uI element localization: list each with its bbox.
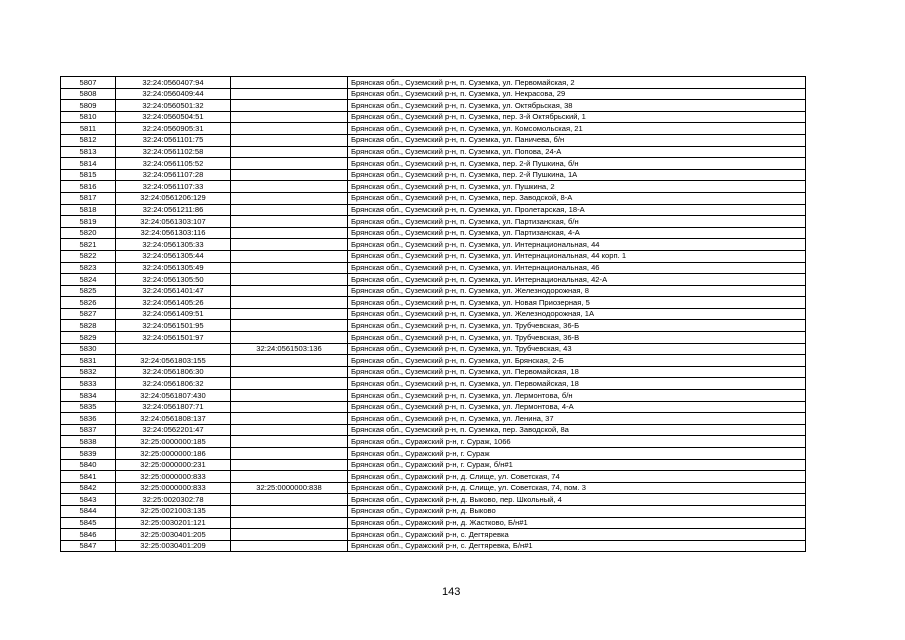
secondary-cadastral-number-cell	[231, 134, 348, 146]
address-cell: Брянская обл., Суземский р-н, п. Суземка, ул. Брянская, 2-Б	[348, 355, 806, 367]
table-row	[61, 413, 806, 425]
cadastral-number-cell: 32:25:0000000:185	[116, 436, 231, 448]
table-row	[61, 192, 806, 204]
row-number-cell: 5834	[61, 390, 116, 402]
cadastral-number-cell: 32:25:0000000:186	[116, 448, 231, 460]
secondary-cadastral-number-cell	[231, 216, 348, 228]
secondary-cadastral-number-cell	[231, 332, 348, 344]
table-row	[61, 494, 806, 506]
table-row	[61, 123, 806, 135]
row-number-cell: 5831	[61, 355, 116, 367]
address-cell: Брянская обл., Суземский р-н, п. Суземка, ул. Партизанская, 4-А	[348, 227, 806, 239]
address-cell: Брянская обл., Суражский р-н, д. Выково	[348, 505, 806, 517]
table-row	[61, 100, 806, 112]
cadastral-number-cell: 32:24:0561107:28	[116, 169, 231, 181]
secondary-cadastral-number-cell	[231, 308, 348, 320]
cadastral-number-cell: 32:24:0561401:47	[116, 285, 231, 297]
row-number-cell: 5845	[61, 517, 116, 529]
page-number: 143	[442, 586, 461, 598]
secondary-cadastral-number-cell	[231, 274, 348, 286]
address-cell: Брянская обл., Суземский р-н, п. Суземка, ул. Интернациональная, 46	[348, 262, 806, 274]
secondary-cadastral-number-cell	[231, 413, 348, 425]
cadastral-number-cell: 32:24:0561808:137	[116, 413, 231, 425]
secondary-cadastral-number-cell	[231, 77, 348, 89]
table-row	[61, 169, 806, 181]
row-number-cell: 5835	[61, 401, 116, 413]
cadastral-number-cell: 32:24:0561501:97	[116, 332, 231, 344]
row-number-cell: 5825	[61, 285, 116, 297]
row-number-cell: 5836	[61, 413, 116, 425]
secondary-cadastral-number-cell	[231, 169, 348, 181]
row-number-cell: 5826	[61, 297, 116, 309]
table-row	[61, 308, 806, 320]
secondary-cadastral-number-cell: 32:25:0000000:838	[231, 482, 348, 494]
cadastral-number-cell: 32:25:0020302:78	[116, 494, 231, 506]
secondary-cadastral-number-cell	[231, 111, 348, 123]
row-number-cell: 5847	[61, 540, 116, 552]
cadastral-number-cell: 32:24:0561409:51	[116, 308, 231, 320]
table-row	[61, 378, 806, 390]
table-row	[61, 111, 806, 123]
secondary-cadastral-number-cell	[231, 424, 348, 436]
address-cell: Брянская обл., Суземский р-н, п. Суземка, ул. Лермонтова, 4-А	[348, 401, 806, 413]
table-row	[61, 250, 806, 262]
row-number-cell: 5822	[61, 250, 116, 262]
secondary-cadastral-number-cell: 32:24:0561503:136	[231, 343, 348, 355]
row-number-cell: 5813	[61, 146, 116, 158]
table-row	[61, 401, 806, 413]
row-number-cell: 5823	[61, 262, 116, 274]
secondary-cadastral-number-cell	[231, 88, 348, 100]
secondary-cadastral-number-cell	[231, 297, 348, 309]
table-row	[61, 332, 806, 344]
secondary-cadastral-number-cell	[231, 250, 348, 262]
table-row	[61, 459, 806, 471]
secondary-cadastral-number-cell	[231, 529, 348, 541]
row-number-cell: 5818	[61, 204, 116, 216]
secondary-cadastral-number-cell	[231, 100, 348, 112]
cadastral-number-cell: 32:24:0561303:107	[116, 216, 231, 228]
row-number-cell: 5817	[61, 192, 116, 204]
table-row	[61, 262, 806, 274]
table-row	[61, 505, 806, 517]
row-number-cell: 5811	[61, 123, 116, 135]
row-number-cell: 5814	[61, 158, 116, 170]
cadastral-number-cell: 32:24:0561807:71	[116, 401, 231, 413]
cadastral-number-cell: 32:24:0561101:75	[116, 134, 231, 146]
cadastral-number-cell: 32:24:0561305:44	[116, 250, 231, 262]
cadastral-number-cell: 32:25:0030201:121	[116, 517, 231, 529]
table-row	[61, 471, 806, 483]
address-cell: Брянская обл., Суражский р-н, д. Слище, ул. Советская, 74, пом. 3	[348, 482, 806, 494]
row-number-cell: 5815	[61, 169, 116, 181]
address-cell: Брянская обл., Суземский р-н, п. Суземка, ул. Партизанская, б/н	[348, 216, 806, 228]
cadastral-number-cell: 32:24:0561501:95	[116, 320, 231, 332]
secondary-cadastral-number-cell	[231, 390, 348, 402]
address-cell: Брянская обл., Суражский р-н, с. Дегтяревка	[348, 529, 806, 541]
row-number-cell: 5840	[61, 459, 116, 471]
secondary-cadastral-number-cell	[231, 262, 348, 274]
row-number-cell: 5841	[61, 471, 116, 483]
cadastral-number-cell: 32:24:0561803:155	[116, 355, 231, 367]
secondary-cadastral-number-cell	[231, 204, 348, 216]
address-cell: Брянская обл., Суземский р-н, п. Суземка, ул. Первомайская, 2	[348, 77, 806, 89]
secondary-cadastral-number-cell	[231, 540, 348, 552]
table-row	[61, 239, 806, 251]
cadastral-number-cell: 32:24:0560905:31	[116, 123, 231, 135]
row-number-cell: 5810	[61, 111, 116, 123]
address-cell: Брянская обл., Суземский р-н, п. Суземка, пер. Заводской, 8-А	[348, 192, 806, 204]
row-number-cell: 5830	[61, 343, 116, 355]
address-cell: Брянская обл., Суражский р-н, с. Дегтяревка, Б/н#1	[348, 540, 806, 552]
address-cell: Брянская обл., Суземский р-н, п. Суземка, пер. 3-й Октябрьский, 1	[348, 111, 806, 123]
address-cell: Брянская обл., Суземский р-н, п. Суземка, ул. Новая Приозерная, 5	[348, 297, 806, 309]
address-cell: Брянская обл., Суземский р-н, п. Суземка, ул. Интернациональная, 44 корп. 1	[348, 250, 806, 262]
row-number-cell: 5828	[61, 320, 116, 332]
address-cell: Брянская обл., Суражский р-н, д. Жастково, Б/н#1	[348, 517, 806, 529]
cadastral-number-cell: 32:25:0000000:833	[116, 471, 231, 483]
table-row	[61, 181, 806, 193]
cadastral-number-cell: 32:24:0560409:44	[116, 88, 231, 100]
row-number-cell: 5809	[61, 100, 116, 112]
cadastral-number-cell: 32:24:0561806:32	[116, 378, 231, 390]
address-cell: Брянская обл., Суземский р-н, п. Суземка, ул. Лермонтова, б/н	[348, 390, 806, 402]
table-row	[61, 390, 806, 402]
secondary-cadastral-number-cell	[231, 192, 348, 204]
address-cell: Брянская обл., Суземский р-н, п. Суземка, пер. Заводской, 8а	[348, 424, 806, 436]
table-row	[61, 227, 806, 239]
address-cell: Брянская обл., Суражский р-н, г. Сураж	[348, 448, 806, 460]
table-row	[61, 482, 806, 494]
table-row	[61, 158, 806, 170]
secondary-cadastral-number-cell	[231, 123, 348, 135]
table-row	[61, 88, 806, 100]
cadastral-number-cell: 32:24:0561806:30	[116, 366, 231, 378]
address-cell: Брянская обл., Суземский р-н, п. Суземка, ул. Пушкина, 2	[348, 181, 806, 193]
table-row	[61, 366, 806, 378]
table-row	[61, 285, 806, 297]
table-row	[61, 436, 806, 448]
secondary-cadastral-number-cell	[231, 436, 348, 448]
cadastral-number-cell: 32:24:0562201:47	[116, 424, 231, 436]
address-cell: Брянская обл., Суземский р-н, п. Суземка, пер. 2-й Пушкина, б/н	[348, 158, 806, 170]
row-number-cell: 5846	[61, 529, 116, 541]
address-cell: Брянская обл., Суземский р-н, п. Суземка, ул. Попова, 24-А	[348, 146, 806, 158]
row-number-cell: 5837	[61, 424, 116, 436]
row-number-cell: 5832	[61, 366, 116, 378]
address-cell: Брянская обл., Суземский р-н, п. Суземка, ул. Некрасова, 29	[348, 88, 806, 100]
address-cell: Брянская обл., Суземский р-н, п. Суземка, ул. Первомайская, 18	[348, 378, 806, 390]
address-cell: Брянская обл., Суземский р-н, п. Суземка, ул. Трубчевская, 36-Б	[348, 320, 806, 332]
row-number-cell: 5833	[61, 378, 116, 390]
address-cell: Брянская обл., Суражский р-н, г. Сураж, 1066	[348, 436, 806, 448]
address-cell: Брянская обл., Суражский р-н, д. Слище, ул. Советская, 74	[348, 471, 806, 483]
cadastral-number-cell: 32:24:0561206:129	[116, 192, 231, 204]
table-row	[61, 146, 806, 158]
table-row	[61, 343, 806, 355]
secondary-cadastral-number-cell	[231, 285, 348, 297]
secondary-cadastral-number-cell	[231, 239, 348, 251]
cadastral-number-cell: 32:25:0000000:231	[116, 459, 231, 471]
cadastral-number-cell: 32:24:0560504:51	[116, 111, 231, 123]
address-cell: Брянская обл., Суражский р-н, д. Выково, пер. Школьный, 4	[348, 494, 806, 506]
secondary-cadastral-number-cell	[231, 181, 348, 193]
cadastral-number-cell: 32:24:0561105:52	[116, 158, 231, 170]
table-row	[61, 297, 806, 309]
secondary-cadastral-number-cell	[231, 471, 348, 483]
table-row	[61, 274, 806, 286]
address-cell: Брянская обл., Суземский р-н, п. Суземка, ул. Железнодорожная, 8	[348, 285, 806, 297]
secondary-cadastral-number-cell	[231, 401, 348, 413]
cadastral-number-cell: 32:24:0561305:33	[116, 239, 231, 251]
row-number-cell: 5829	[61, 332, 116, 344]
address-cell: Брянская обл., Суземский р-н, п. Суземка, пер. 2-й Пушкина, 1А	[348, 169, 806, 181]
table-row	[61, 134, 806, 146]
secondary-cadastral-number-cell	[231, 505, 348, 517]
address-cell: Брянская обл., Суземский р-н, п. Суземка, ул. Первомайская, 18	[348, 366, 806, 378]
secondary-cadastral-number-cell	[231, 448, 348, 460]
table-row	[61, 355, 806, 367]
row-number-cell: 5838	[61, 436, 116, 448]
cadastral-number-cell: 32:24:0561211:86	[116, 204, 231, 216]
row-number-cell: 5821	[61, 239, 116, 251]
cadastral-number-cell: 32:24:0561405:26	[116, 297, 231, 309]
cadastral-number-cell: 32:24:0561107:33	[116, 181, 231, 193]
cadastral-number-cell: 32:24:0561305:49	[116, 262, 231, 274]
address-cell: Брянская обл., Суземский р-н, п. Суземка, ул. Интернациональная, 44	[348, 239, 806, 251]
cadastral-number-cell	[116, 343, 231, 355]
secondary-cadastral-number-cell	[231, 320, 348, 332]
row-number-cell: 5827	[61, 308, 116, 320]
table-row	[61, 540, 806, 552]
secondary-cadastral-number-cell	[231, 355, 348, 367]
row-number-cell: 5824	[61, 274, 116, 286]
table-row	[61, 320, 806, 332]
property-registry-table	[60, 76, 806, 552]
address-cell: Брянская обл., Суземский р-н, п. Суземка, ул. Трубчевская, 36-В	[348, 332, 806, 344]
row-number-cell: 5820	[61, 227, 116, 239]
cadastral-number-cell: 32:24:0561305:50	[116, 274, 231, 286]
address-cell: Брянская обл., Суземский р-н, п. Суземка, ул. Железнодорожная, 1А	[348, 308, 806, 320]
cadastral-number-cell: 32:25:0030401:209	[116, 540, 231, 552]
table-row	[61, 424, 806, 436]
address-cell: Брянская обл., Суземский р-н, п. Суземка, ул. Трубчевская, 43	[348, 343, 806, 355]
cadastral-number-cell: 32:24:0561102:58	[116, 146, 231, 158]
secondary-cadastral-number-cell	[231, 146, 348, 158]
address-cell: Брянская обл., Суражский р-н, г. Сураж, б/н#1	[348, 459, 806, 471]
secondary-cadastral-number-cell	[231, 158, 348, 170]
cadastral-number-cell: 32:25:0000000:833	[116, 482, 231, 494]
table-row	[61, 77, 806, 89]
table-row	[61, 448, 806, 460]
table-row	[61, 529, 806, 541]
address-cell: Брянская обл., Суземский р-н, п. Суземка, ул. Ленина, 37	[348, 413, 806, 425]
secondary-cadastral-number-cell	[231, 517, 348, 529]
cadastral-number-cell: 32:24:0560501:32	[116, 100, 231, 112]
secondary-cadastral-number-cell	[231, 459, 348, 471]
table-body	[61, 77, 806, 552]
row-number-cell: 5819	[61, 216, 116, 228]
table-row	[61, 216, 806, 228]
secondary-cadastral-number-cell	[231, 227, 348, 239]
cadastral-number-cell: 32:24:0560407:94	[116, 77, 231, 89]
secondary-cadastral-number-cell	[231, 378, 348, 390]
cadastral-number-cell: 32:25:0021003:135	[116, 505, 231, 517]
address-cell: Брянская обл., Суземский р-н, п. Суземка, ул. Октябрьская, 38	[348, 100, 806, 112]
table-row	[61, 204, 806, 216]
row-number-cell: 5816	[61, 181, 116, 193]
address-cell: Брянская обл., Суземский р-н, п. Суземка, ул. Комсомольская, 21	[348, 123, 806, 135]
address-cell: Брянская обл., Суземский р-н, п. Суземка, ул. Интернациональная, 42-А	[348, 274, 806, 286]
address-cell: Брянская обл., Суземский р-н, п. Суземка, ул. Пролетарская, 18-А	[348, 204, 806, 216]
row-number-cell: 5844	[61, 505, 116, 517]
table-row	[61, 517, 806, 529]
cadastral-number-cell: 32:24:0561303:116	[116, 227, 231, 239]
row-number-cell: 5842	[61, 482, 116, 494]
address-cell: Брянская обл., Суземский р-н, п. Суземка, ул. Паничева, б/н	[348, 134, 806, 146]
cadastral-number-cell: 32:24:0561807:430	[116, 390, 231, 402]
row-number-cell: 5839	[61, 448, 116, 460]
row-number-cell: 5843	[61, 494, 116, 506]
row-number-cell: 5807	[61, 77, 116, 89]
row-number-cell: 5808	[61, 88, 116, 100]
secondary-cadastral-number-cell	[231, 366, 348, 378]
row-number-cell: 5812	[61, 134, 116, 146]
secondary-cadastral-number-cell	[231, 494, 348, 506]
cadastral-number-cell: 32:25:0030401:205	[116, 529, 231, 541]
